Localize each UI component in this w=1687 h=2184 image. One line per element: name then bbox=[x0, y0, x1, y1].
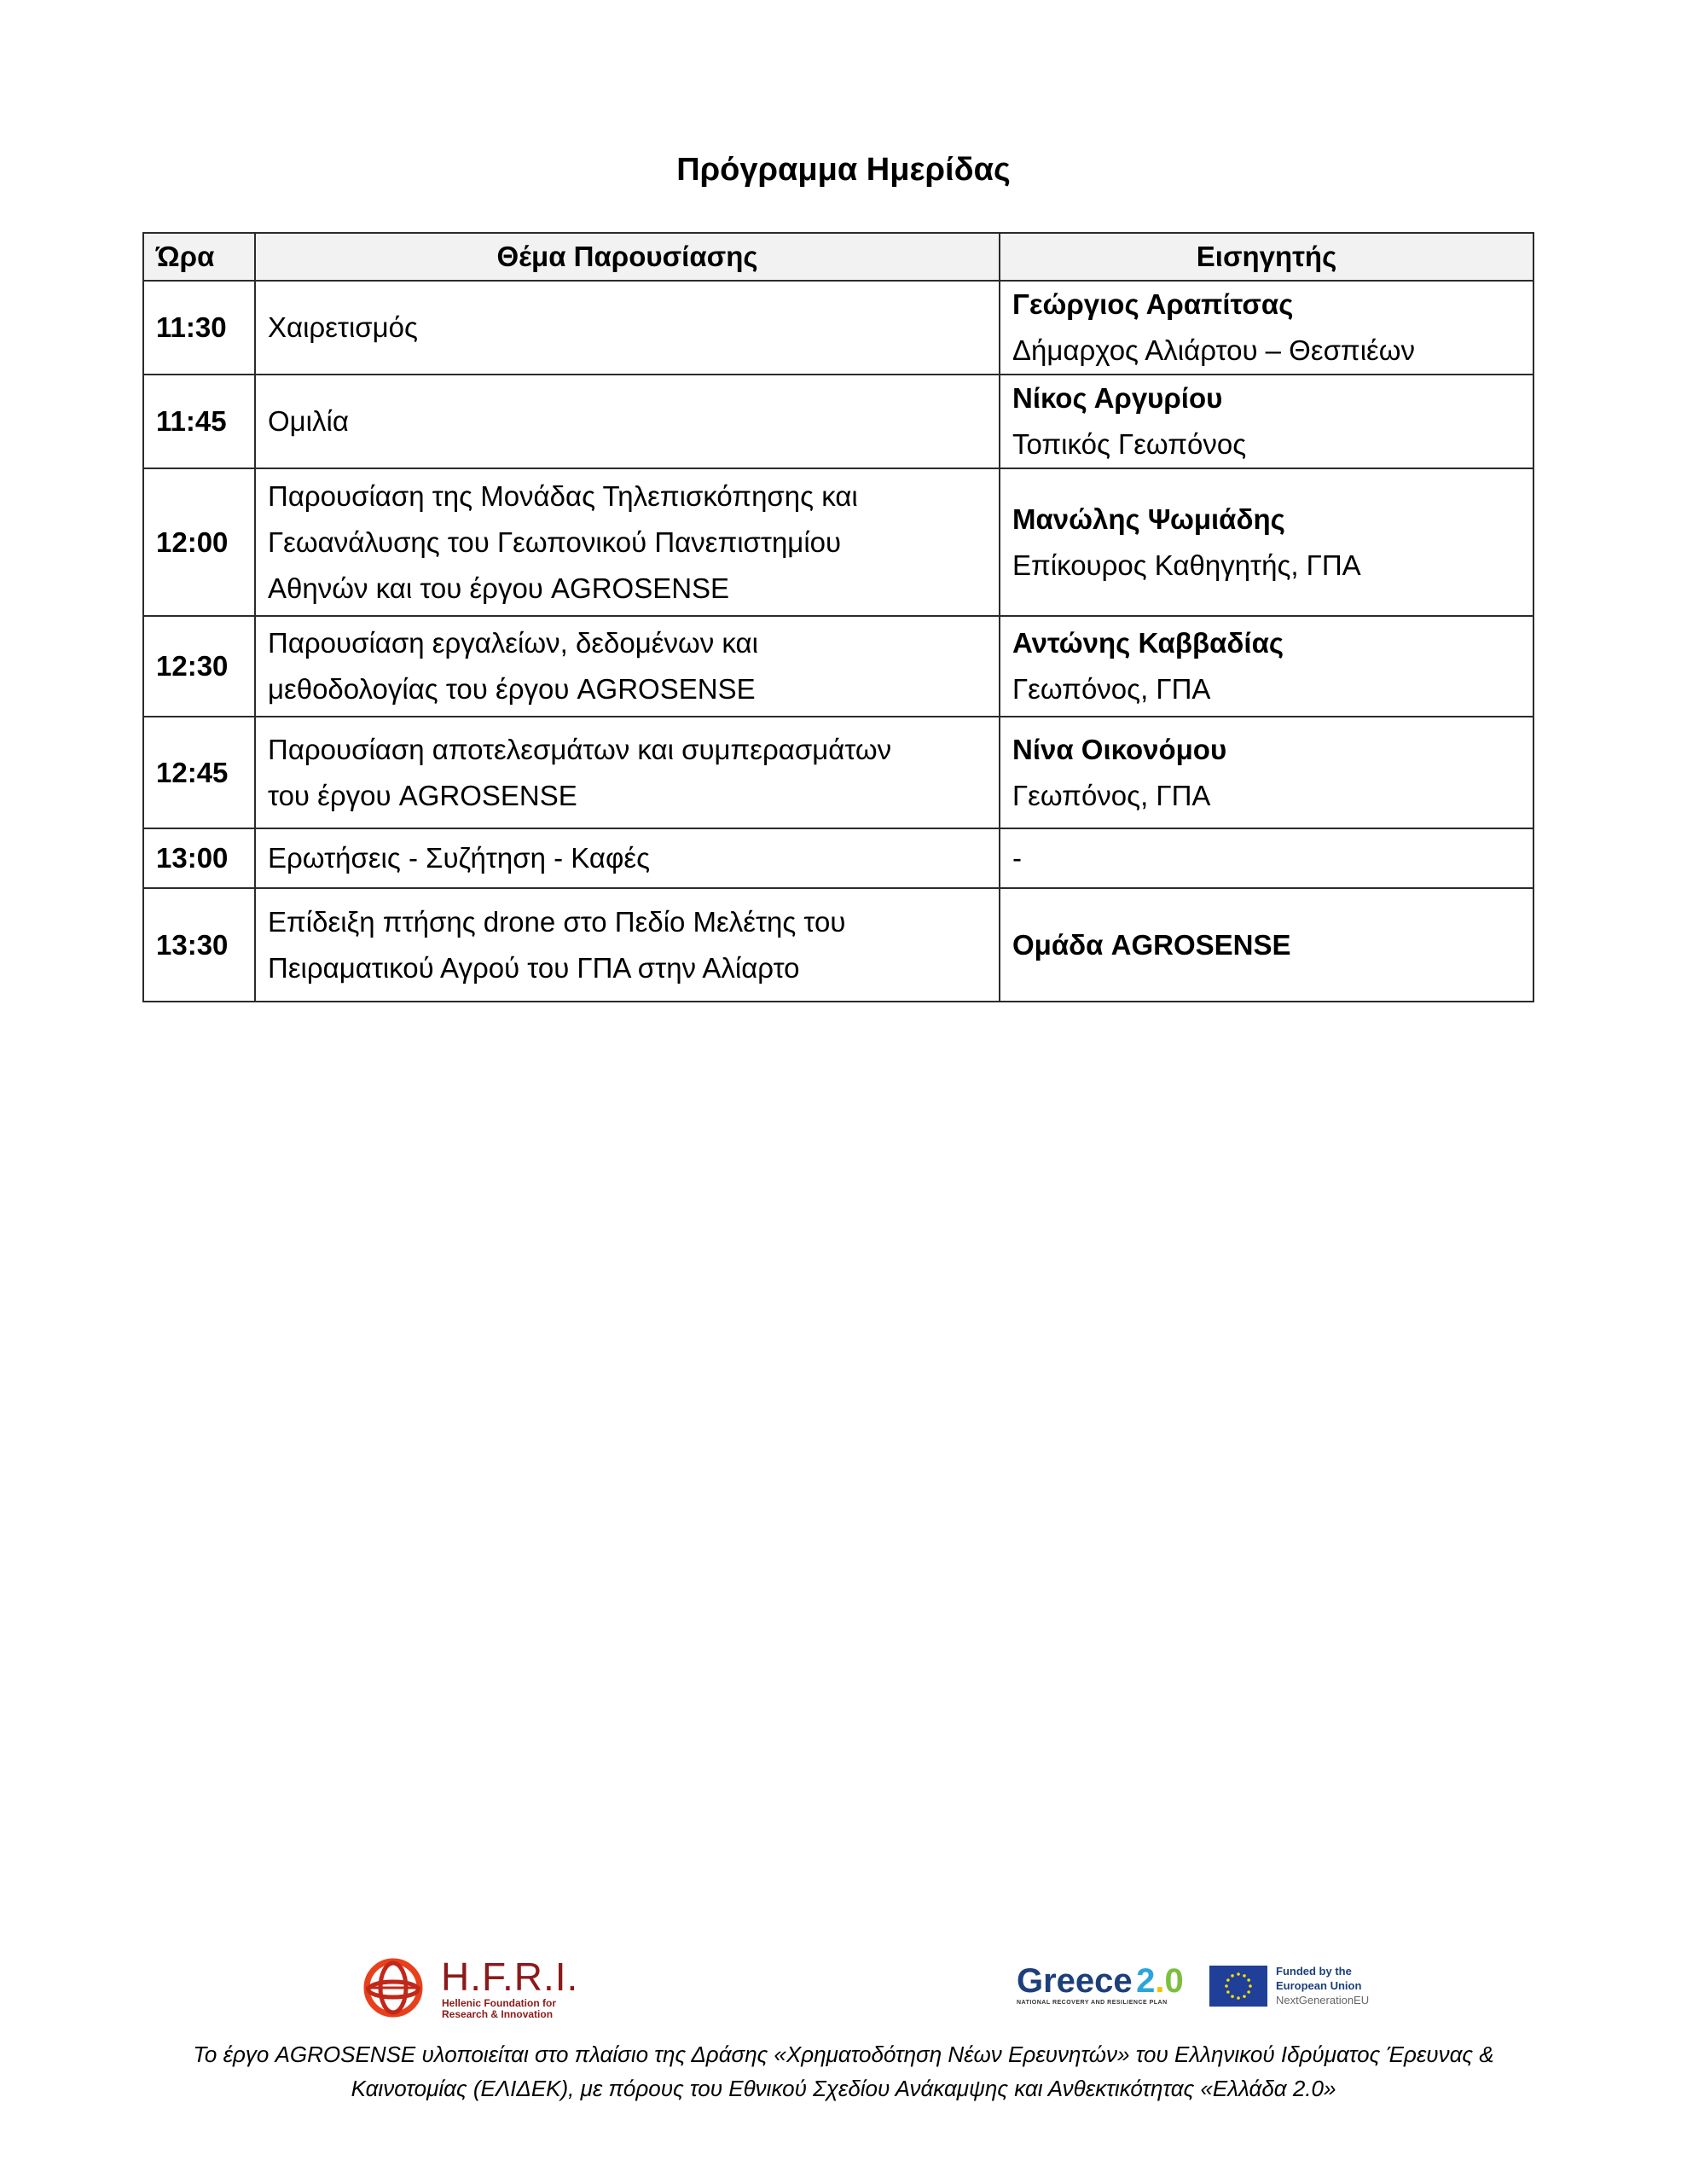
eu-star bbox=[1249, 1984, 1252, 1988]
topic-line: Χαιρετισμός bbox=[268, 311, 418, 343]
speaker-name: Νίνα Οικονόμου bbox=[1012, 733, 1227, 765]
topic-line: Αθηνών και του έργου AGROSENSE bbox=[268, 572, 730, 604]
eu-star bbox=[1225, 1984, 1228, 1988]
column-header-topic: Θέμα Παρουσίασης bbox=[255, 233, 1000, 281]
eu-star bbox=[1231, 1995, 1234, 1998]
speaker-name: Μανώλης Ψωμιάδης bbox=[1012, 502, 1285, 535]
speaker-role: - bbox=[1012, 842, 1022, 874]
time-cell: 13:00 bbox=[143, 828, 255, 888]
greece-subtitle: NATIONAL RECOVERY AND RESILIENCE PLAN bbox=[1017, 2000, 1168, 2006]
hfri-logo bbox=[362, 1955, 579, 2024]
time-cell: 13:30 bbox=[143, 888, 255, 1002]
topic-line: Επίδειξη πτήσης drone στο Πεδίο Μελέτης του bbox=[268, 905, 846, 938]
topic-cell bbox=[255, 828, 1000, 888]
speaker-cell bbox=[1000, 281, 1533, 375]
speaker-name: Ομάδα AGROSENSE bbox=[1012, 928, 1291, 961]
time-cell: 12:30 bbox=[143, 616, 255, 717]
schedule-table bbox=[142, 232, 1534, 1002]
page-title: Πρόγραμμα Ημερίδας bbox=[676, 152, 1011, 188]
table-row bbox=[143, 375, 1533, 468]
table-row bbox=[143, 616, 1533, 717]
greece-word: Greece bbox=[1017, 1962, 1133, 2000]
eu-star bbox=[1243, 1995, 1246, 1998]
greece-num-0: 0 bbox=[1164, 1962, 1184, 2000]
eu-text-line: Funded by the bbox=[1276, 1965, 1352, 1978]
speaker-role: Δήμαρχος Αλιάρτου – Θεσπιέων bbox=[1012, 334, 1416, 366]
eu-star bbox=[1243, 1974, 1246, 1978]
table-row bbox=[143, 717, 1533, 828]
topic-cell bbox=[255, 468, 1000, 616]
time-cell: 12:45 bbox=[143, 717, 255, 828]
eu-star bbox=[1237, 1996, 1240, 2000]
table-row bbox=[143, 888, 1533, 1002]
topic-line: Ερωτήσεις - Συζήτηση - Καφές bbox=[268, 842, 650, 874]
eu-star bbox=[1226, 1978, 1230, 1982]
topic-line: Γεωανάλυσης του Γεωπονικού Πανεπιστημίου bbox=[268, 526, 842, 558]
funding-note bbox=[128, 2037, 1559, 2106]
eu-star bbox=[1247, 1978, 1250, 1982]
eu-funding-text bbox=[1276, 1964, 1369, 2007]
topic-cell bbox=[255, 717, 1000, 828]
speaker-cell bbox=[1000, 717, 1533, 828]
speaker-name: Νίκος Αργυρίου bbox=[1012, 382, 1223, 414]
eu-star bbox=[1247, 1990, 1250, 1994]
speaker-cell bbox=[1000, 375, 1533, 468]
eu-text-line: NextGenerationEU bbox=[1276, 1994, 1370, 2007]
speaker-role: Γεωπόνος, ΓΠΑ bbox=[1012, 779, 1211, 811]
topic-cell bbox=[255, 375, 1000, 468]
hfri-subtitle bbox=[442, 1998, 578, 2020]
time-cell: 12:00 bbox=[143, 468, 255, 616]
topic-line: Παρουσίαση εργαλείων, δεδομένων και bbox=[268, 627, 758, 659]
eu-star bbox=[1226, 1990, 1230, 1994]
time-cell: 11:45 bbox=[143, 375, 255, 468]
funding-note-line: Καινοτομίας (ΕΛΙΔΕΚ), με πόρους του Εθνικού Σχεδίου Ανάκαμψης και Ανθεκτικότητας «Ελλάδα 2.0» bbox=[351, 2076, 1336, 2101]
eu-star bbox=[1237, 1972, 1240, 1976]
table-row bbox=[143, 468, 1533, 616]
funding-note-line: Το έργο AGROSENSE υλοποιείται στο πλαίσιο της Δράσης «Χρηματοδότηση Νέων Ερευνητών» του Ελληνικού Ιδρύματος Έρευνας & bbox=[193, 2042, 1494, 2067]
greece-2-0-logo bbox=[1017, 1964, 1200, 2015]
topic-cell bbox=[255, 888, 1000, 1002]
eu-star bbox=[1231, 1974, 1234, 1978]
topic-line: Πειραματικού Αγρού του ΓΠΑ στην Αλίαρτο bbox=[268, 951, 800, 984]
table-header-row bbox=[143, 233, 1533, 281]
column-header-time: Ώρα bbox=[143, 233, 255, 281]
topic-line: Ομιλία bbox=[268, 405, 349, 437]
speaker-cell bbox=[1000, 888, 1533, 1002]
speaker-cell bbox=[1000, 468, 1533, 616]
speaker-role: Τοπικός Γεωπόνος bbox=[1012, 428, 1247, 460]
hfri-subtitle-line: Hellenic Foundation for bbox=[442, 1997, 556, 2009]
hfri-globe-icon bbox=[362, 1957, 424, 2018]
footer-logos bbox=[0, 1952, 1687, 2029]
table-row bbox=[143, 281, 1533, 375]
hfri-title: H.F.R.I. bbox=[441, 1955, 579, 1999]
speaker-name: Γεώργιος Αραπίτσας bbox=[1012, 288, 1294, 320]
time-cell: 11:30 bbox=[143, 281, 255, 375]
column-header-speaker: Εισηγητής bbox=[1000, 233, 1533, 281]
hfri-subtitle-line: Research & Innovation bbox=[442, 2008, 554, 2020]
greece-num-2: 2 bbox=[1136, 1962, 1156, 2000]
speaker-cell bbox=[1000, 616, 1533, 717]
speaker-cell bbox=[1000, 828, 1533, 888]
greece-num-dot: . bbox=[1155, 1962, 1165, 2000]
topic-line: Παρουσίαση αποτελεσμάτων και συμπερασμάτων bbox=[268, 733, 892, 765]
eu-text-line: European Union bbox=[1276, 1979, 1362, 1992]
eu-flag-icon bbox=[1209, 1966, 1267, 2007]
table-row bbox=[143, 828, 1533, 888]
topic-line: του έργου AGROSENSE bbox=[268, 779, 577, 811]
topic-line: μεθοδολογίας του έργου AGROSENSE bbox=[268, 673, 756, 705]
speaker-role: Γεωπόνος, ΓΠΑ bbox=[1012, 673, 1211, 705]
speaker-role: Επίκουρος Καθηγητής, ΓΠΑ bbox=[1012, 549, 1361, 581]
speaker-name: Αντώνης Καββαδίας bbox=[1012, 627, 1284, 659]
topic-cell bbox=[255, 281, 1000, 375]
topic-cell bbox=[255, 616, 1000, 717]
topic-line: Παρουσίαση της Μονάδας Τηλεπισκόπησης και bbox=[268, 479, 858, 512]
